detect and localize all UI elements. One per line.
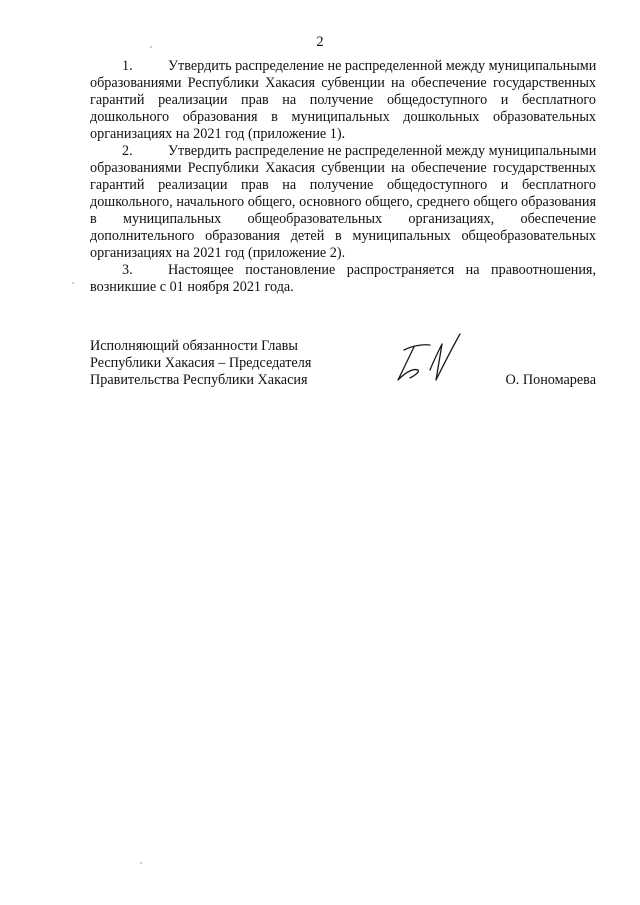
text-line: дошкольного, начального общего, основного общего, среднего общего образования — [90, 194, 596, 210]
text-line: Утвердить распределение не распределенной между муниципальными — [168, 58, 597, 74]
paragraph-number: 3. — [122, 262, 133, 278]
paragraph-2 — [90, 143, 596, 262]
scan-speck — [150, 46, 152, 48]
text-line: Настоящее постановление распространяется на правоотношения, — [168, 262, 596, 278]
position-line: Республики Хакасия – Председателя — [90, 355, 312, 371]
handwritten-signature — [390, 330, 480, 388]
text-line: организациях на 2021 год (приложение 1). — [90, 126, 346, 142]
text-line: образованиями Республики Хакасия субвенции на обеспечение государственных — [90, 75, 596, 91]
page-number: 2 — [316, 34, 324, 50]
text-line: дошкольного образования в муниципальных дошкольных образовательных — [90, 109, 596, 125]
signature-block — [90, 338, 596, 398]
scan-speck — [72, 282, 74, 284]
paragraph-3 — [90, 262, 596, 296]
position-line: Исполняющий обязанности Главы — [90, 338, 298, 354]
text-line: Утвердить распределение не распределенной между муниципальными — [168, 143, 597, 159]
signer-name: О. Пономарева — [505, 372, 596, 388]
scan-speck — [140, 862, 142, 864]
text-line: гарантий реализации прав на получение общедоступного и бесплатного — [90, 92, 596, 108]
text-line: дополнительного образования детей в муниципальных общеобразовательных — [90, 228, 596, 244]
text-line: гарантий реализации прав на получение общедоступного и бесплатного — [90, 177, 596, 193]
signer-position — [90, 338, 311, 389]
position-line: Правительства Республики Хакасия — [90, 372, 308, 388]
resolution-body — [90, 58, 596, 296]
text-line: в муниципальных общеобразовательных организациях, обеспечение — [90, 211, 596, 227]
paragraph-number: 1. — [122, 58, 133, 74]
paragraph-1 — [90, 58, 596, 143]
text-line: возникшие с 01 ноября 2021 года. — [90, 279, 294, 295]
text-line: организациях на 2021 год (приложение 2). — [90, 245, 346, 261]
text-line: образованиями Республики Хакасия субвенции на обеспечение государственных — [90, 160, 596, 176]
paragraph-number: 2. — [122, 143, 133, 159]
